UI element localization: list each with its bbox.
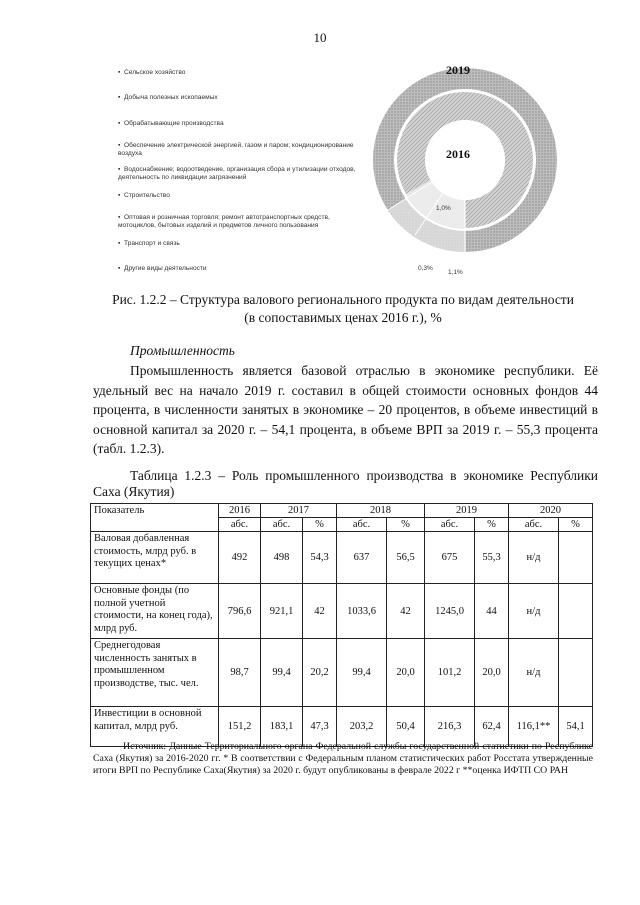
year-outer-label: 2019 [446,63,470,77]
table-cell: 498 [261,532,303,584]
column-header: 2018 [337,504,425,518]
column-subheader: % [475,518,509,532]
table-cell: 55,3 [475,532,509,584]
table-cell: 203,2 [337,707,387,747]
legend-item: ▪ Добыча полезных ископаемых [118,94,218,101]
table-cell [559,584,593,639]
table-cell: н/д [509,532,559,584]
figure-caption: Рис. 1.2.2 – Структура валового регионального продукта по видам деятельности (в сопоставимых ценах 2016 г.), % [112,292,574,325]
column-subheader: абс. [261,518,303,532]
table-cell: 56,5 [387,532,425,584]
table-cell [559,532,593,584]
column-header: 2020 [509,504,593,518]
table-cell: н/д [509,639,559,707]
table-cell: 637 [337,532,387,584]
legend-item: ▪ Оптовая и розничная торговля; ремонт автотранспортных средств, мотоциклов, бытовых изделий и предметов личного пользования [118,214,330,229]
row-label: Инвестиции в основной капитал, млрд руб. [91,707,219,747]
column-subheader: абс. [337,518,387,532]
table-cell: 921,1 [261,584,303,639]
section-heading: Промышленность [130,343,235,358]
donut-chart-svg [340,60,590,285]
table-cell: 42 [303,584,337,639]
table-cell: 101,2 [425,639,475,707]
data-label: 0,3% [418,265,433,272]
table-cell: 99,4 [261,639,303,707]
table-cell: 216,3 [425,707,475,747]
data-label: 1,0% [436,205,451,212]
body-paragraph: Промышленность является базовой отраслью в экономике республики. Её удельный вес на начало 2019 г. составил в общей стоимости основных фондов 44 процента, в численности занятых в экономике – 20 процентов, в объеме инвестиций в основной капитал за 2020 г. – 54,1 процента, в объеме ВРП за 2019 г. – 55,3 процента (табл. 1.2.3). [93,363,598,456]
legend-label: Строительство [124,192,170,199]
column-subheader: % [559,518,593,532]
row-label: Основные фонды (по полной учетной стоимости, на конец года), млрд руб. [91,584,219,639]
table-cell: 54,1 [559,707,593,747]
table-cell: 675 [425,532,475,584]
table-row [91,584,593,639]
table-cell: 116,1** [509,707,559,747]
page-number: 10 [313,30,327,45]
table-source-note: Источник: Данные Территориального органа Федеральной службы государственной статистики по Республике Саха (Якутия) за 2016-2020 гг. * В соответствии с Федеральным планом статистических работ Росстата утвержденные итоги ВРП по Республике Саха(Якутия) за 2020 г. будут опубликованы в феврале 2022 г **оценка ИФТП СО РАН [93,741,593,776]
legend-item: ▪ Сельское хозяйство [118,69,186,76]
table-cell: 183,1 [261,707,303,747]
table-cell: 42 [387,584,425,639]
column-subheader: абс. [219,518,261,532]
table-cell: 47,3 [303,707,337,747]
table-cell: 796,6 [219,584,261,639]
legend-label: Обеспечение электрической энергией, газом и паром; кондиционирование воздуха [118,142,354,157]
table-cell: 62,4 [475,707,509,747]
legend-item: ▪ Строительство [118,192,170,199]
table-cell: 1245,0 [425,584,475,639]
column-subheader: % [303,518,337,532]
donut-chart [340,60,590,285]
table-cell: н/д [509,584,559,639]
column-subheader: абс. [425,518,475,532]
table-cell: 1033,6 [337,584,387,639]
column-header: Показатель [91,504,219,532]
table-header-row [91,504,593,518]
legend-item: ▪ Водоснабжение; водоотведение, организация сбора и утилизации отходов, деятельность по ликвидации загрязнений [118,166,356,181]
column-header: 2019 [425,504,509,518]
column-header: 2016 [219,504,261,518]
table-cell: 54,3 [303,532,337,584]
legend-label: Сельское хозяйство [124,69,186,76]
table-cell: 50,4 [387,707,425,747]
table-cell: 20,0 [475,639,509,707]
legend-label: Оптовая и розничная торговля; ремонт автотранспортных средств, мотоциклов, бытовых изделий и предметов личного пользования [118,214,330,229]
table-row [91,532,593,584]
row-label: Валовая добавленная стоимость, млрд руб. в текущих ценах* [91,532,219,584]
legend-item: ▪ Обеспечение электрической энергией, газом и паром; кондиционирование воздуха [118,142,354,157]
legend-label: Транспорт и связь [124,240,180,247]
legend-label: Другие виды деятельности [124,265,207,272]
legend-label: Обрабатывающие производства [124,120,224,127]
legend-item: ▪ Обрабатывающие производства [118,120,224,127]
row-label: Среднегодовая численность занятых в промышленном производстве, тыс. чел. [91,639,219,707]
table-title: Таблица 1.2.3 – Роль промышленного производства в экономике Республики Саха (Якутия) [93,468,598,499]
column-subheader: абс. [509,518,559,532]
table-cell: 98,7 [219,639,261,707]
column-subheader: % [387,518,425,532]
legend-label: Добыча полезных ископаемых [124,94,218,101]
table-cell: 44 [475,584,509,639]
legend-label: Водоснабжение; водоотведение, организация сбора и утилизации отходов, деятельность по ликвидации загрязнений [118,166,356,181]
table-row [91,639,593,707]
table-cell: 99,4 [337,639,387,707]
table-cell: 151,2 [219,707,261,747]
legend-item: ▪ Транспорт и связь [118,240,180,247]
table-cell: 492 [219,532,261,584]
year-inner-label: 2016 [446,147,470,161]
table-cell: 20,0 [387,639,425,707]
data-table [90,503,593,747]
data-label: 1,1% [448,269,463,276]
table-cell: 20,2 [303,639,337,707]
legend-item: ▪ Другие виды деятельности [118,265,207,272]
column-header: 2017 [261,504,337,518]
table-cell [559,639,593,707]
